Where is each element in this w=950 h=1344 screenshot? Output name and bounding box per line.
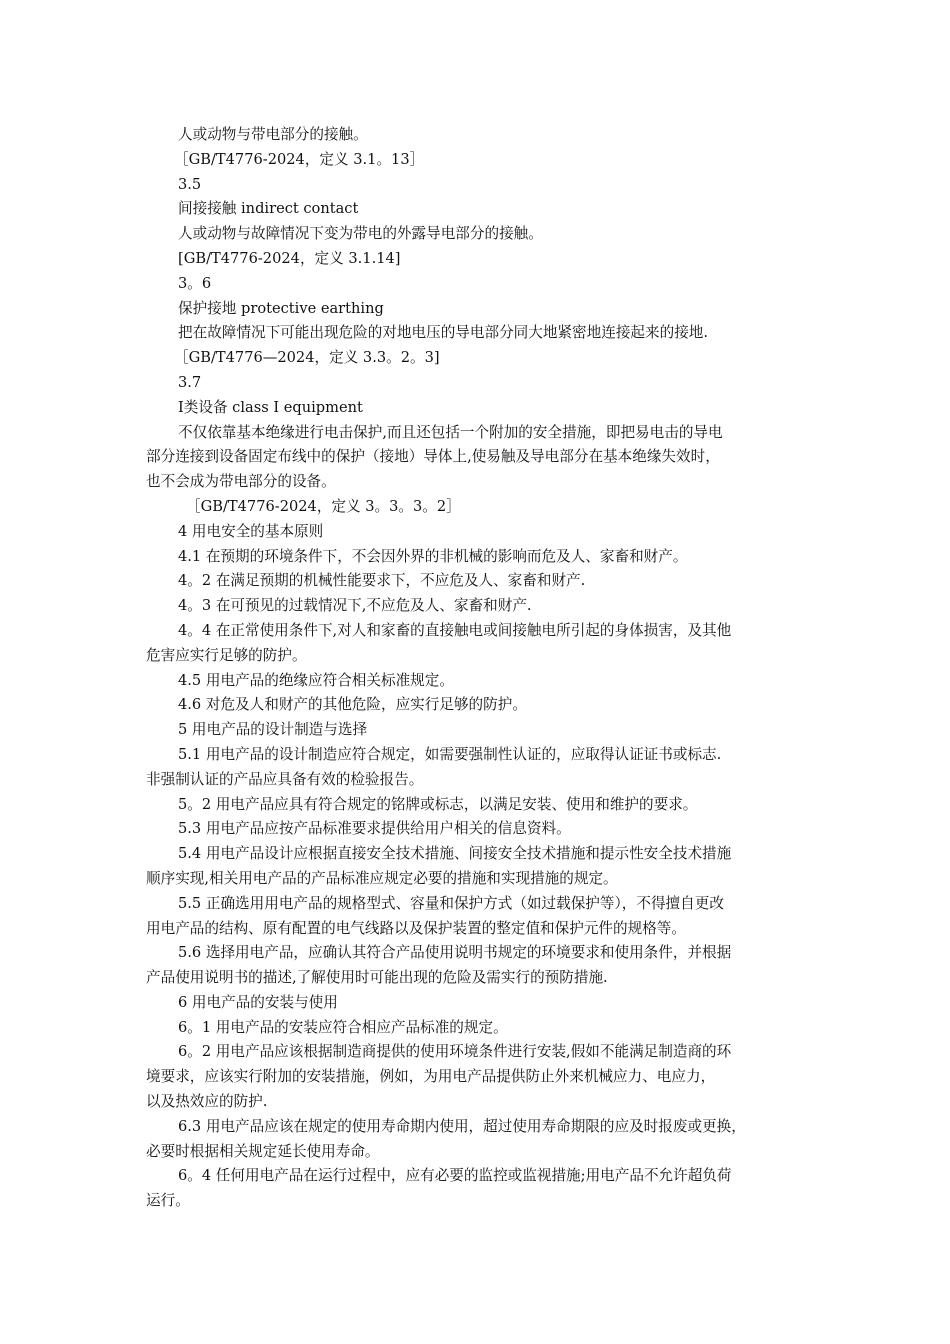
text-line: 5.1 用电产品的设计制造应符合规定，如需要强制性认证的，应取得认证证书或标志. [178, 745, 722, 763]
text-line: 人或动物与故障情况下变为带电的外露导电部分的接触。 [178, 225, 543, 243]
text-line: 产品使用说明书的描述,了解使用时可能出现的危险及需实行的预防措施. [146, 969, 608, 987]
text-line: 6 用电产品的安装与使用 [178, 993, 338, 1011]
text-line: 部分连接到设备固定布线中的保护（接地）导体上,使易触及导电部分在基本绝缘失效时， [146, 448, 720, 466]
text-line: 5。2 用电产品应具有符合规定的铭牌或标志，以满足安装、使用和维护的要求。 [178, 795, 698, 813]
text-line: 保护接地 protective earthing [178, 299, 384, 317]
text-line: 以及热效应的防护. [146, 1093, 268, 1111]
text-line: 4.5 用电产品的绝缘应符合相关标准规定。 [178, 671, 454, 689]
text-line: 4。2 在满足预期的机械性能要求下，不应危及人、家畜和财产. [178, 572, 586, 590]
text-line: 非强制认证的产品应具备有效的检验报告。 [146, 770, 424, 788]
text-line: 4.1 在预期的环境条件下，不会因外界的非机械的影响而危及人、家畜和财产。 [178, 547, 688, 565]
text-line: 5.6 选择用电产品，应确认其符合产品使用说明书规定的环境要求和使用条件，并根据 [178, 944, 732, 962]
text-line: 4 用电安全的基本原则 [178, 522, 324, 540]
text-line: 4。3 在可预见的过载情况下,不应危及人、家畜和财产. [178, 597, 532, 615]
text-line: 人或动物与带电部分的接触。 [178, 126, 368, 143]
text-line: 4.6 对危及人和财产的其他危险，应实行足够的防护。 [178, 696, 527, 714]
text-line: 6。1 用电产品的安装应符合相应产品标准的规定。 [178, 1018, 508, 1036]
text-line: 5.3 用电产品应按产品标准要求提供给用户相关的信息资料。 [178, 820, 571, 838]
body-text [146, 123, 816, 1214]
text-line: 也不会成为带电部分的设备。 [146, 473, 336, 491]
text-line: 4。4 在正常使用条件下,对人和家畜的直接触电或间接触电所引起的身体损害，及其他 [178, 621, 732, 639]
text-line: 6。2 用电产品应该根据制造商提供的使用环境条件进行安装,假如不能满足制造商的环 [178, 1043, 732, 1061]
text-line: 5 用电产品的设计制造与选择 [178, 721, 368, 739]
text-line: 5.5 正确选用用电产品的规格型式、容量和保护方式（如过载保护等），不得擅自更改 [178, 894, 724, 912]
text-line: ［GB/T4776-2024，定义 3。3。3。2］ [186, 497, 461, 515]
text-line: ［GB/T4776—2024，定义 3.3。2。3] [174, 349, 440, 367]
text-line: 5.4 用电产品设计应根据直接安全技术措施、间接安全技术措施和提示性安全技术措施 [178, 845, 732, 863]
text-line: 把在故障情况下可能出现危险的对地电压的导电部分同大地紧密地连接起来的接地. [178, 324, 709, 342]
text-line: 运行。 [146, 1192, 190, 1210]
text-line: 境要求，应该实行附加的安装措施，例如，为用电产品提供防止外来机械应力、电应力， [146, 1068, 716, 1086]
text-line: 危害应实行足够的防护。 [146, 646, 307, 664]
text-line: 3.7 [178, 373, 202, 391]
text-line: 不仅依靠基本绝缘进行电击保护,而且还包括一个附加的安全措施，即把易电击的导电 [178, 423, 723, 441]
text-line: 必要时根据相关规定延长使用寿命。 [146, 1142, 380, 1160]
text-line: 间接接触 indirect contact [178, 200, 359, 218]
text-line: ［GB/T4776-2024，定义 3.1。13］ [174, 150, 425, 168]
text-line: 顺序实现,相关用电产品的产品标准应规定必要的措施和实现措施的规定。 [146, 869, 618, 887]
text-line: 用电产品的结构、原有配置的电气线路以及保护装置的整定值和保护元件的规格等。 [146, 919, 686, 937]
text-line: 6。4 任何用电产品在运行过程中，应有必要的监控或监视措施;用电产品不允许超负荷 [178, 1167, 732, 1185]
text-line: Ⅰ类设备 class Ⅰ equipment [178, 398, 363, 416]
text-line: [GB/T4776-2024，定义 3.1.14] [178, 249, 401, 267]
text-line: 6.3 用电产品应该在规定的使用寿命期内使用，超过使用寿命期限的应及时报废或更换， [178, 1117, 746, 1135]
text-line: 3。6 [178, 274, 212, 292]
text-line: 3.5 [178, 175, 202, 193]
